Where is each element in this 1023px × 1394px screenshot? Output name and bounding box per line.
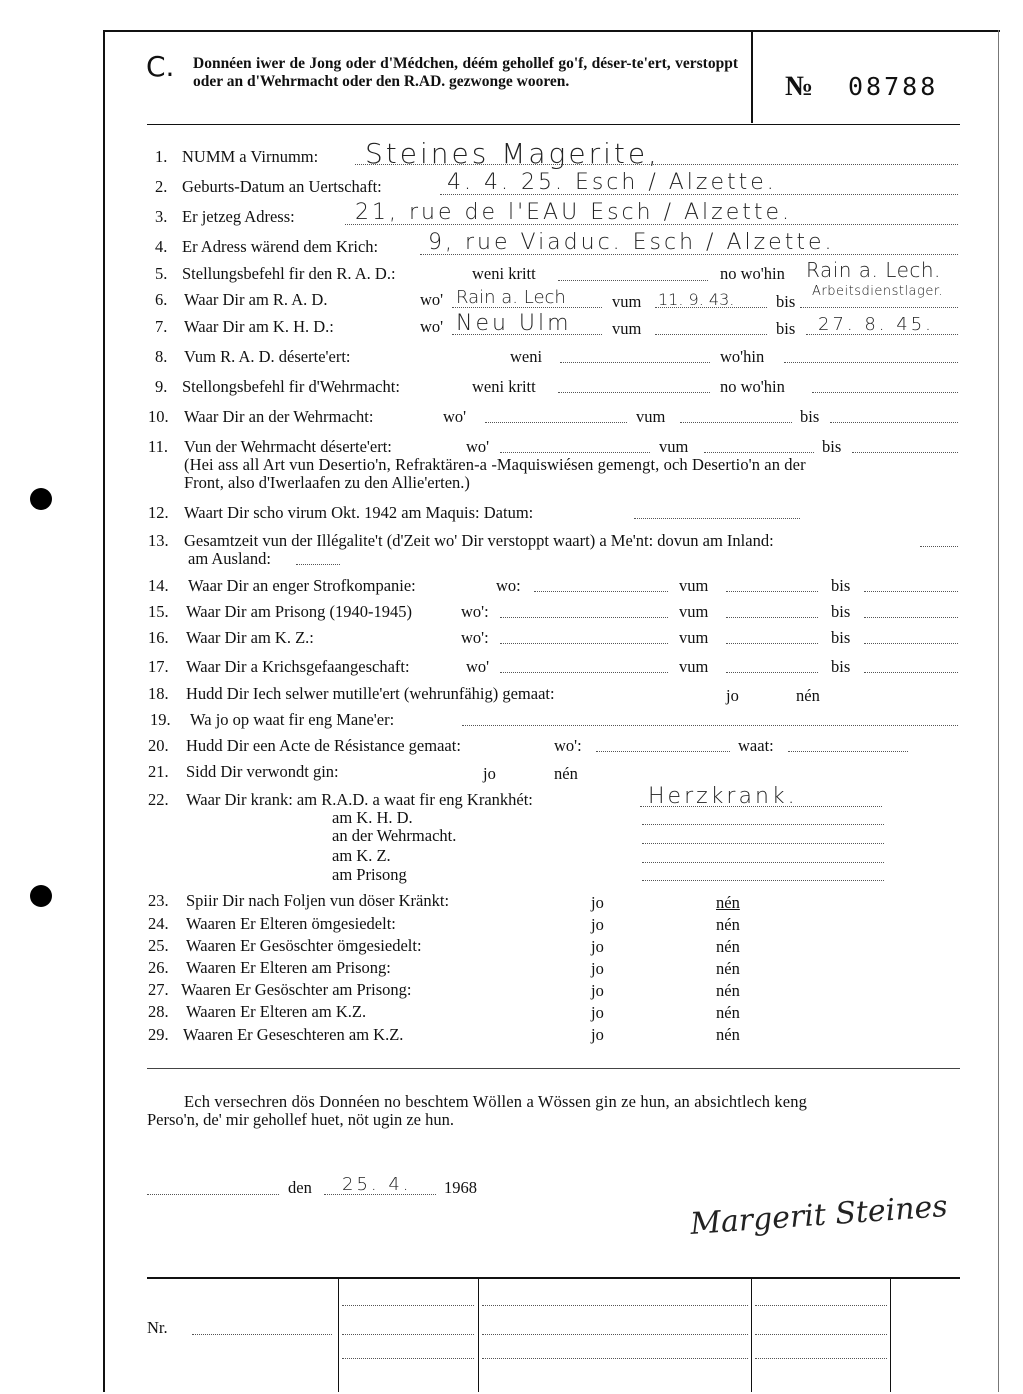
row-15-label: Waar Dir am Prisong (1940-1945) <box>186 602 412 621</box>
row-15-wo: wo': <box>461 602 489 621</box>
row-16-number: 16. <box>148 628 169 647</box>
form-number: 08788 <box>848 72 939 101</box>
row-7-wo-value[interactable]: Neu Ulm <box>456 311 572 336</box>
footer-col-4 <box>890 1279 891 1392</box>
row-10-vum-field[interactable] <box>680 422 792 423</box>
row-29-jo[interactable]: jo <box>591 1025 604 1044</box>
address-value[interactable]: 21, rue de l'EAU Esch / Alzette. <box>355 200 793 225</box>
row-14-bis-field[interactable] <box>864 591 958 592</box>
frame-top <box>103 30 1000 32</box>
row-6-vum: vum <box>612 292 642 311</box>
header-divider <box>751 30 753 123</box>
row-16-wo: wo': <box>461 628 489 647</box>
row-7-bis-value[interactable]: 27. 8. 45. <box>818 314 934 335</box>
row-18-jo[interactable]: jo <box>726 686 739 705</box>
number-sign: № <box>785 71 814 102</box>
row-15-bis-field[interactable] <box>864 617 958 618</box>
row-13-ausland-field[interactable] <box>296 564 340 565</box>
row-14-label: Waar Dir an enger Strofkompanie: <box>188 576 416 595</box>
row-22-sub-wehrmacht: an der Wehrmacht. <box>332 826 457 845</box>
row-3-label: Er jetzeg Adress: <box>182 207 295 226</box>
row-10-bis-field[interactable] <box>830 422 958 423</box>
row-22-sub-khd: am K. H. D. <box>332 808 413 827</box>
row-23-label: Spiir Dir nach Foljen vun döser Kränkt: <box>186 891 450 910</box>
row-26-label: Waaren Er Elteren am Prisong: <box>186 958 391 977</box>
row-25-number: 25. <box>148 936 169 955</box>
footer-col-3 <box>751 1279 752 1392</box>
row-7-label: Waar Dir am K. H. D.: <box>184 317 334 336</box>
row-7-number: 7. <box>155 317 168 336</box>
row-22-prisong-field[interactable] <box>642 880 884 881</box>
footer-cell[interactable] <box>482 1334 748 1335</box>
row-28-nen[interactable]: nén <box>716 1003 740 1022</box>
row-29-number: 29. <box>148 1025 169 1044</box>
row-20-wo: wo': <box>554 736 582 755</box>
row-25-jo[interactable]: jo <box>591 937 604 956</box>
footer-cell[interactable] <box>342 1334 474 1335</box>
row-6-bis-value[interactable]: Arbeitsdienstlager. <box>812 284 944 299</box>
row-7-vum: vum <box>612 319 642 338</box>
row-17-vum-field[interactable] <box>726 672 818 673</box>
footer-cell[interactable] <box>342 1305 474 1306</box>
row-29-nen[interactable]: nén <box>716 1025 740 1044</box>
row-23-number: 23. <box>148 891 169 910</box>
row-11-wo: wo' <box>466 437 490 456</box>
row-14-wo: wo: <box>496 576 521 595</box>
date-den: den <box>288 1178 312 1197</box>
row-19-label: Wa jo op waat fir eng Mane'er: <box>190 710 395 729</box>
war-address-value[interactable]: 9, rue Viaduc. Esch / Alzette. <box>428 230 835 255</box>
row-15-number: 15. <box>148 602 169 621</box>
row-17-bis-field[interactable] <box>864 672 958 673</box>
row-11-bis-field[interactable] <box>852 452 958 453</box>
row-28-jo[interactable]: jo <box>591 1003 604 1022</box>
row-20-waat: waat: <box>738 736 774 755</box>
footer-nr-label: Nr. <box>147 1318 168 1337</box>
row-11-label: Vun der Wehrmacht déserte'ert: <box>184 437 392 456</box>
row-5-weni-field[interactable] <box>558 280 708 281</box>
row-26-nen[interactable]: nén <box>716 959 740 978</box>
row-8-weni: weni <box>510 347 543 366</box>
row-9-number: 9. <box>155 377 168 396</box>
row-5-number: 5. <box>155 264 168 283</box>
declaration-line-2: Perso'n, de' mir gehollef huet, nöt ugin ze hun. <box>147 1110 455 1129</box>
row-5-value[interactable]: Rain a. Lech. <box>806 258 941 282</box>
frame-right <box>998 30 999 1392</box>
row-8-wohin: wo'hin <box>720 347 765 366</box>
row-24-number: 24. <box>148 914 169 933</box>
row-27-jo[interactable]: jo <box>591 981 604 1000</box>
date-value[interactable]: 25. 4. <box>342 1174 412 1195</box>
row-14-bis: bis <box>831 576 851 595</box>
row-17-label: Waar Dir a Krichsgefaangeschaft: <box>186 657 410 676</box>
row-22-number: 22. <box>148 790 169 809</box>
row-21-jo[interactable]: jo <box>483 764 496 783</box>
row-11-vum: vum <box>659 437 689 456</box>
row-5-weni: weni kritt <box>472 264 536 283</box>
row-8-wohin-field[interactable] <box>784 362 958 363</box>
row-10-bis: bis <box>800 407 820 426</box>
row-19-field[interactable] <box>462 725 958 726</box>
row-20-label: Hudd Dir een Acte de Résistance gemaat: <box>186 736 461 755</box>
row-22-kz-field[interactable] <box>642 862 884 863</box>
row-16-vum-field[interactable] <box>726 643 818 644</box>
row-11-wo-field[interactable] <box>500 452 650 453</box>
row-20-waat-field[interactable] <box>788 751 908 752</box>
row-22-khd-field[interactable] <box>642 824 884 825</box>
row-10-label: Waar Dir an der Wehrmacht: <box>184 407 374 426</box>
row-16-label: Waar Dir am K. Z.: <box>186 628 314 647</box>
row-14-number: 14. <box>148 576 169 595</box>
row-17-number: 17. <box>148 657 169 676</box>
row-6-label: Waar Dir am R. A. D. <box>184 290 328 309</box>
row-13-label: Gesamtzeit vun der Illégalite't (d'Zeit wo' Dir verstoppt waart) a Me'nt: dovun am Inland: <box>184 531 774 550</box>
row-16-wo-field[interactable] <box>500 643 668 644</box>
row-7-bis: bis <box>776 319 796 338</box>
row-14-vum-field[interactable] <box>726 591 818 592</box>
row-12-number: 12. <box>148 503 169 522</box>
row-7-wo: wo' <box>420 317 444 336</box>
row-6-vum-value[interactable]: 11. 9. 43. <box>658 290 735 309</box>
row-20-wo-field[interactable] <box>596 751 730 752</box>
row-8-number: 8. <box>155 347 168 366</box>
row-7-vum-field[interactable] <box>655 334 767 335</box>
row-3-number: 3. <box>155 207 168 226</box>
row-26-jo[interactable]: jo <box>591 959 604 978</box>
row-23-jo[interactable]: jo <box>591 893 604 912</box>
row-17-wo: wo' <box>466 657 490 676</box>
section-title: Donnéen iwer de Jong oder d'Médchen, déém gehollef go'f, déser-te'ert, verstoppt oder an d'Wehrmacht oder den R.AD. gezwonge wooren. <box>193 55 738 90</box>
row-10-number: 10. <box>148 407 169 426</box>
row-24-label: Waaren Er Elteren ömgesiedelt: <box>186 914 396 933</box>
row-17-bis: bis <box>831 657 851 676</box>
row-13-inland-field[interactable] <box>920 546 958 547</box>
row-12-date-field[interactable] <box>634 518 800 519</box>
row-15-vum: vum <box>679 602 709 621</box>
row-16-vum: vum <box>679 628 709 647</box>
footer-cell[interactable] <box>755 1334 887 1335</box>
row-16-bis: bis <box>831 628 851 647</box>
row-21-number: 21. <box>148 762 169 781</box>
row-10-wo: wo' <box>443 407 467 426</box>
row-18-nen[interactable]: nén <box>796 686 820 705</box>
row-1-number: 1. <box>155 147 168 166</box>
row-28-number: 28. <box>148 1002 169 1021</box>
footer-cell[interactable] <box>342 1358 474 1359</box>
frame-left <box>103 30 105 1392</box>
row-10-vum: vum <box>636 407 666 426</box>
footer-rule <box>147 1277 960 1279</box>
row-21-nen[interactable]: nén <box>554 764 578 783</box>
row-9-label: Stellongsbefehl fir d'Wehrmacht: <box>182 377 400 396</box>
row-11-note-1: (Hei ass all Art vun Desertio'n, Refraktären-a -Maquiswiésen gemengt, och Desertio'n an der <box>184 455 806 474</box>
section-rule <box>147 1068 960 1069</box>
footer-col-2 <box>478 1279 479 1392</box>
footer-nr-field[interactable] <box>192 1334 332 1335</box>
row-6-wo: wo' <box>420 290 444 309</box>
row-24-nen[interactable]: nén <box>716 915 740 934</box>
row-10-wo-field[interactable] <box>485 422 627 423</box>
row-21-label: Sidd Dir verwondt gin: <box>186 762 339 781</box>
header-rule <box>147 124 960 125</box>
row-2-number: 2. <box>155 177 168 196</box>
punch-hole-icon <box>30 885 52 907</box>
date-year: 1968 <box>444 1178 477 1197</box>
row-6-wo-value[interactable]: Rain a. Lech <box>456 287 566 308</box>
row-11-vum-field[interactable] <box>704 452 814 453</box>
row-11-note-2: Front, also d'Iwerlaafen zu den Allie'erten.) <box>184 473 470 492</box>
name-value[interactable]: Steines Magerite, <box>365 137 660 170</box>
row-18-label: Hudd Dir Iech selwer mutille'ert (wehrunfähig) gemaat: <box>186 684 555 703</box>
row-13-number: 13. <box>148 531 169 550</box>
row-23-nen[interactable]: nén <box>716 893 740 912</box>
row-8-label: Vum R. A. D. déserte'ert: <box>184 347 351 366</box>
row-29-label: Waaren Er Geseschteren am K.Z. <box>183 1025 404 1044</box>
place-field[interactable] <box>147 1194 279 1195</box>
footer-cell[interactable] <box>755 1358 887 1359</box>
row-11-bis: bis <box>822 437 842 456</box>
row-20-number: 20. <box>148 736 169 755</box>
row-9-nowohin: no wo'hin <box>720 377 785 396</box>
row-17-wo-field[interactable] <box>500 672 668 673</box>
row-8-weni-field[interactable] <box>560 362 710 363</box>
row-22-sub-prisong: am Prisong <box>332 865 407 884</box>
row-25-label: Waaren Er Gesöschter ömgesiedelt: <box>186 936 422 955</box>
row-9-weni: weni kritt <box>472 377 536 396</box>
row-6-number: 6. <box>155 290 168 309</box>
row-6-bis: bis <box>776 292 796 311</box>
section-letter: C. <box>146 50 175 83</box>
row-13-label-2: am Ausland: <box>188 549 271 568</box>
row-9-weni-field[interactable] <box>558 392 710 393</box>
row-16-bis-field[interactable] <box>864 643 958 644</box>
row-22-wehrmacht-field[interactable] <box>642 843 884 844</box>
declaration-line-1: Ech versechren dös Donnéen no beschtem Wöllen a Wössen gin ze hun, an absichtlech keng <box>184 1092 808 1111</box>
signature: Margerit Steines <box>689 1189 949 1242</box>
row-22-label: Waar Dir krank: am R.A.D. a waat fir eng Krankhét: <box>186 790 533 809</box>
row-15-wo-field[interactable] <box>500 617 668 618</box>
row-15-vum-field[interactable] <box>726 617 818 618</box>
row-2-label: Geburts-Datum an Uertschaft: <box>182 177 382 196</box>
row-18-number: 18. <box>148 684 169 703</box>
footer-cell[interactable] <box>482 1358 748 1359</box>
footer-cell[interactable] <box>755 1305 887 1306</box>
row-15-bis: bis <box>831 602 851 621</box>
birth-value[interactable]: 4. 4. 25. Esch / Alzette. <box>447 170 777 195</box>
row-27-number: 27. <box>148 980 169 999</box>
footer-col-1 <box>338 1279 339 1392</box>
row-14-wo-field[interactable] <box>534 591 668 592</box>
row-9-nowohin-field[interactable] <box>812 392 958 393</box>
row-12-label: Waart Dir scho virum Okt. 1942 am Maquis: Datum: <box>184 503 534 522</box>
row-4-number: 4. <box>155 237 168 256</box>
footer-cell[interactable] <box>482 1305 748 1306</box>
row-22-sub-kz: am K. Z. <box>332 846 391 865</box>
row-26-number: 26. <box>148 958 169 977</box>
row-27-label: Waaren Er Gesöschter am Prisong: <box>181 980 412 999</box>
row-27-nen[interactable]: nén <box>716 981 740 1000</box>
row-28-label: Waaren Er Elteren am K.Z. <box>186 1002 367 1021</box>
row-4-label: Er Adress wärend dem Krich: <box>182 237 379 256</box>
row-11-number: 11. <box>148 437 169 456</box>
row-5-nowohin: no wo'hin <box>720 264 785 283</box>
row-1-label: NUMM a Virnumm: <box>182 147 319 166</box>
row-14-vum: vum <box>679 576 709 595</box>
row-5-label: Stellungsbefehl fir den R. A. D.: <box>182 264 396 283</box>
punch-hole-icon <box>30 488 52 510</box>
row-6-bis-field[interactable] <box>800 307 958 308</box>
row-24-jo[interactable]: jo <box>591 915 604 934</box>
row-25-nen[interactable]: nén <box>716 937 740 956</box>
row-22-rad-value[interactable]: Herzkrank. <box>648 784 798 809</box>
row-19-number: 19. <box>150 710 171 729</box>
row-17-vum: vum <box>679 657 709 676</box>
